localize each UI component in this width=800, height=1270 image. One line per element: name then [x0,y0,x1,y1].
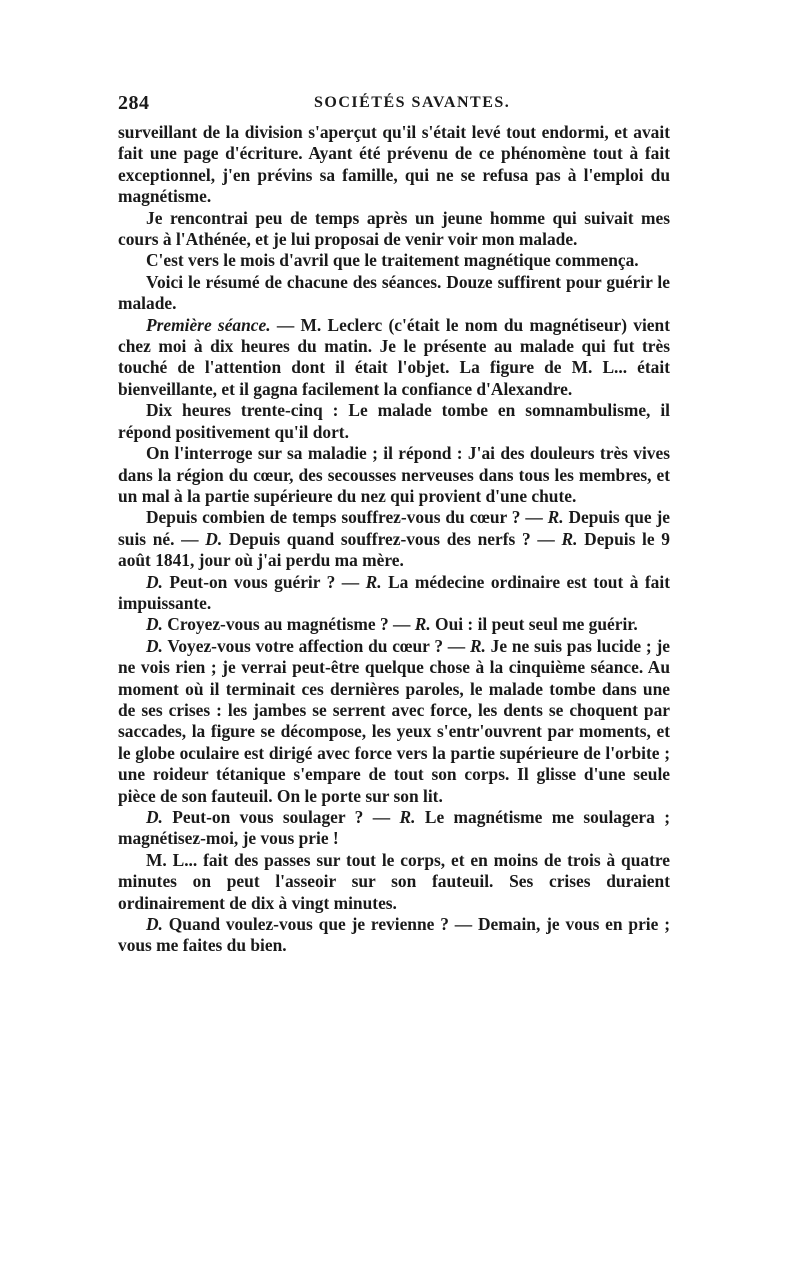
italic-run: D. [146,571,163,592]
page-header [118,92,670,122]
text-run: Le magnétisme me soulagera ; magnétisez-moi, je vous prie ! [118,807,670,849]
text-run: Depuis combien de temps souffrez-vous du cœur ? — [146,507,548,528]
text-run: Depuis le 9 août 1841, jour où j'ai perdu ma mère. [118,528,670,571]
italic-run: R. [414,614,431,635]
paragraph [118,614,670,635]
text-run: Oui : il peut seul me guérir. [430,614,638,635]
text-run: surveillant de la division s'aperçut qu'il s'était levé tout endormi, et avait fait une page d'écriture. Ayant été prévenu de ce phénomène tout à fait exceptionnel, j'en prévins sa famille, qui ne se refusa pas à l'emploi du magnétisme. [118,122,670,207]
text-run: Je rencontrai peu de temps après un jeune homme qui suivait mes cours à l'Athénée, et je lui proposai de venir voir mon malade. [118,207,670,250]
italic-run: D. [146,614,163,635]
text-run: M. L... fait des passes sur tout le corps, et en moins de trois à quatre minutes on peut l'asseoir sur son fauteuil. Ses crises duraient ordinairement de dix à vingt minutes. [118,849,670,913]
running-title: SOCIÉTÉS SAVANTES. [314,94,511,111]
paragraph [118,443,670,507]
paragraph [118,807,670,850]
text-run: On l'interroge sur sa maladie ; il répond : J'ai des douleurs très vives dans la région du cœur, des secousses nerveuses dans tous les membres, et un mal à la partie supérieure du nez qui provient d'une chute. [118,443,670,506]
text-run: Voyez-vous votre affection du cœur ? — [162,635,470,656]
italic-run: R. [547,507,564,528]
text-run: La médecine ordinaire est tout à fait impuissante. [118,571,670,613]
paragraph [118,315,670,401]
text-run: Peut-on vous soulager ? — [162,807,400,827]
page-number: 284 [118,92,150,114]
paragraph [118,914,670,957]
italic-run: R. [561,528,578,549]
paragraph [118,400,670,443]
text-run: Croyez-vous au magnétisme ? — [162,614,415,635]
italic-run: D. [146,635,163,656]
paragraph [118,272,670,315]
italic-run: D. [146,807,163,827]
paragraph [118,208,670,251]
text-run: C'est vers le mois d'avril que le traitement magnétique commença. [146,250,639,271]
text-run: — M. Leclerc (c'était le nom du magnétiseur) vient chez moi à dix heures du matin. Je le présente au malade qui fut très touché de l'attention dont il était l'objet. La figure de M. L... était bienveillante, et il gagna facilement la confiance d'Alexandre. [118,314,670,399]
paragraph [118,122,670,208]
italic-run: R. [365,571,382,592]
body-text [118,122,670,957]
italic-run: R. [469,635,486,656]
paragraph [118,572,670,615]
text-run: Quand voulez-vous que je revienne ? — Demain, je vous en prie ; vous me faites du bien. [118,914,670,956]
text-run: Depuis que je suis né. — [118,507,670,549]
paragraph [118,507,670,571]
text-run: Dix heures trente-cinq : Le malade tombe en somnambulisme, il répond positivement qu'il dort. [118,400,670,442]
italic-run: D. [205,528,223,549]
text-run: Voici le résumé de chacune des séances. Douze suffirent pour guérir le malade. [118,271,670,314]
italic-run: D. [146,914,163,935]
text-run: Je ne suis pas lucide ; je ne vois rien ; je verrai peut-être quelque chose à la cinquième séance. Au moment où il terminait ces dernières paroles, le malade tombe dans une de ses crises : les jambes se serrent avec force, les dents se choquent par saccades, la figure se décompose, les yeux s'entr'ouvrent par moments, et le globe oculaire est dirigé avec force vers la partie supérieure de l'orbite ; une roideur tétanique s'empare de tout son corps. Il glisse d'une seule pièce de son fauteuil. On le porte sur son lit. [118,635,670,806]
italic-run: R. [399,807,416,827]
paragraph [118,636,670,807]
text-run: Depuis quand souffrez-vous des nerfs ? — [222,528,562,549]
text-run: Peut-on vous guérir ? — [162,571,366,592]
paragraph [118,250,670,271]
book-page [118,92,670,957]
paragraph [118,850,670,914]
italic-run: Première séance. [146,314,271,335]
